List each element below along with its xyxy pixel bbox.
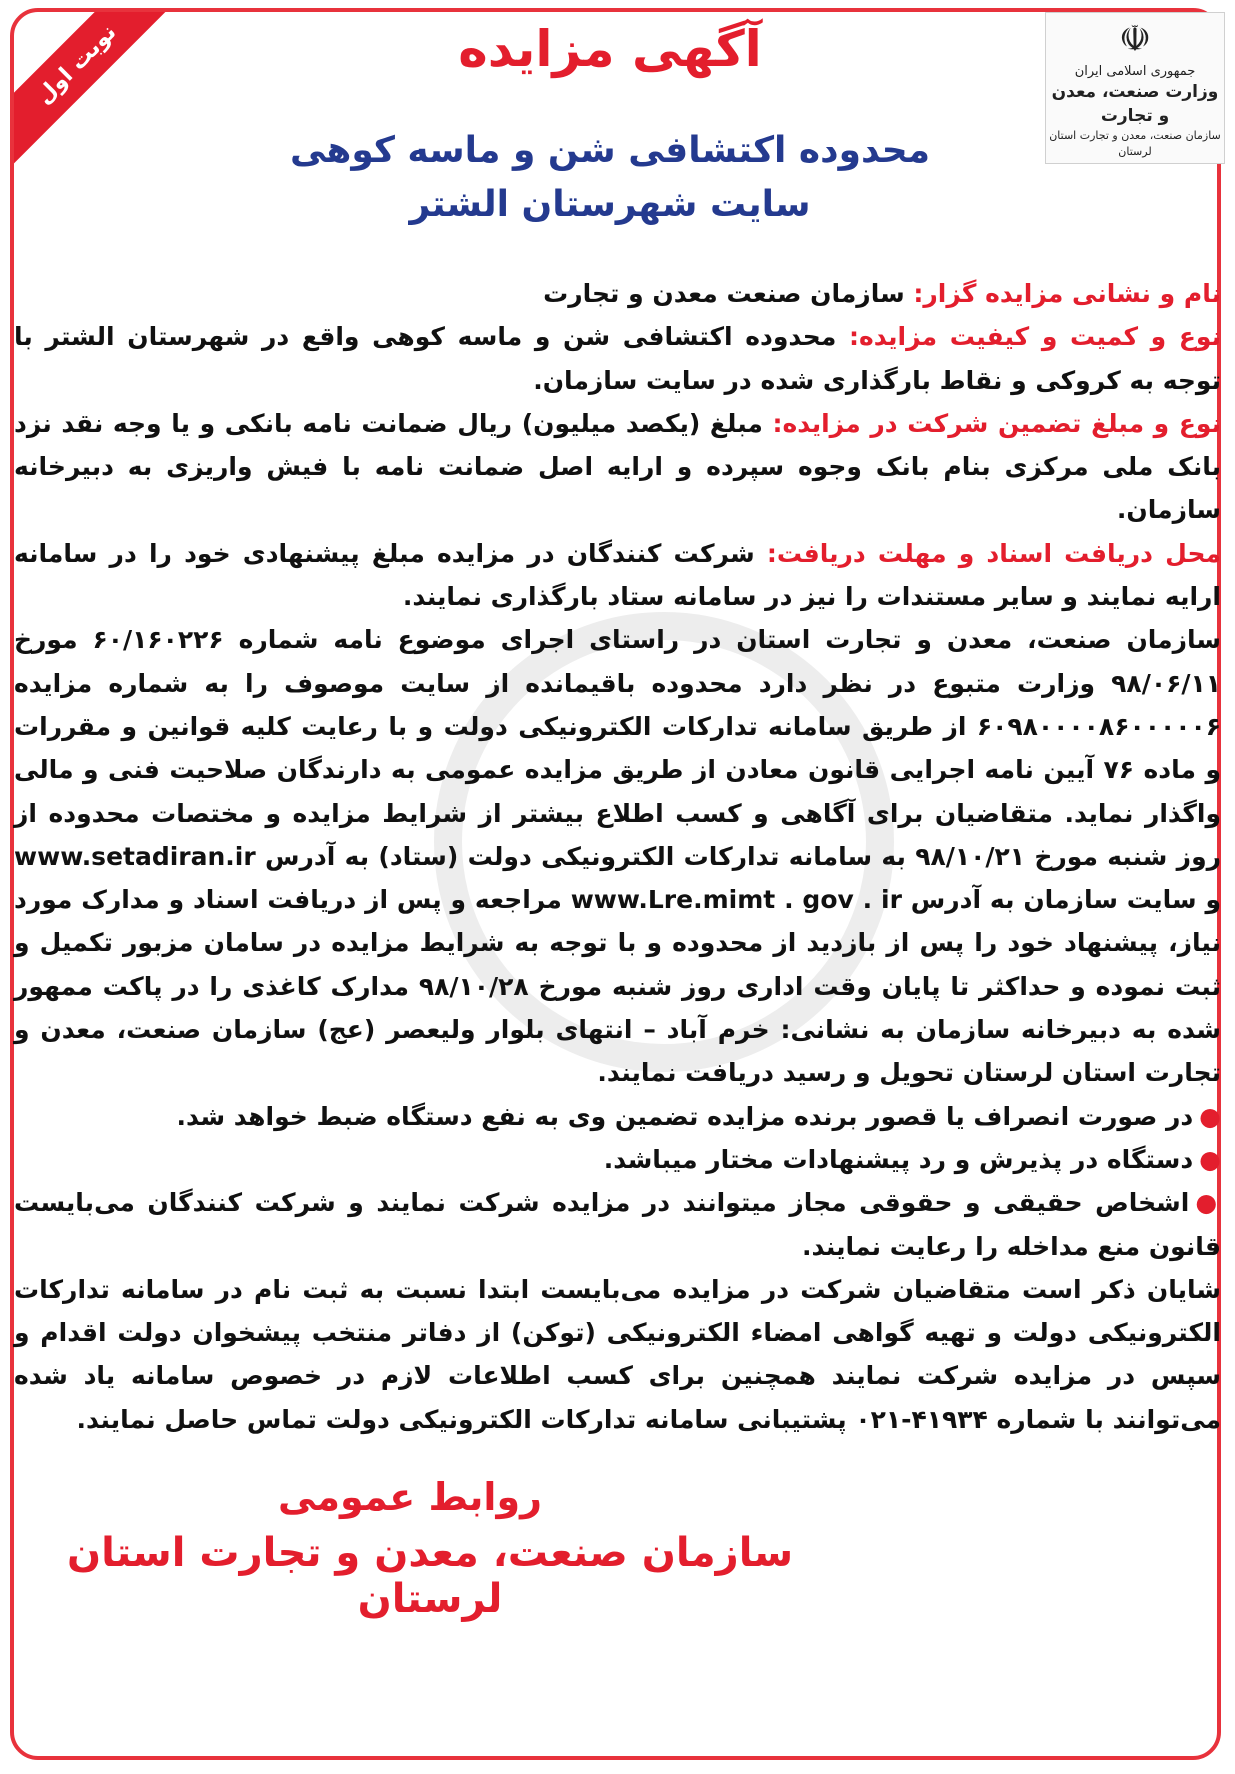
logo-line-3: سازمان صنعت، معدن و تجارت استان لرستان <box>1049 129 1221 158</box>
bullet-item <box>14 1138 1221 1181</box>
ministry-logo <box>1045 12 1225 164</box>
logo-line-2: وزارت صنعت، معدن و تجارت <box>1051 82 1219 126</box>
main-paragraph: سازمان صنعت، معدن و تجارت استان در راستای اجرای موضوع نامه شماره ۶۰/۱۶۰۲۲۶ مورخ ۹۸/۰۶/۱۱ وزارت متبوع در نظر دارد محدوده باقیمانده از سایت موصوف را به شماره مزایده ۶۰۹۸۰۰۰۰۸۶۰۰۰۰۰۶ از طریق سامانه تدارکات الکترونیکی دولت و با رعایت کلیه قوانین و مقررات و ماده ۷۶ آیین نامه اجرایی قانون معادن از طریق مزایده عمومی به دارندگان صلاحیت فنی و مالی واگذار نماید. متقاضیان برای آگاهی و کسب اطلاع بیشتر از شرایط مزایده و مختصات محدوده از روز شنبه مورخ ۹۸/۱۰/۲۱ به سامانه تدارکات الکترونیکی دولت (ستاد) به آدرس www.setadiran.ir و سایت سازمان به آدرس www.Lre.mimt . gov . ir مراجعه و پس از دریافت اسناد و مدارک مورد نیاز، پیشنهاد خود را پس از بازدید از محدوده و با توجه به شرایط مزایده در سامان مزبور تکمیل و ثبت نموده و حداکثر تا پایان وقت اداری روز شنبه مورخ ۹۸/۱۰/۲۸ مدارک کاغذی را در پاکت ممهور شده به دبیرخانه سازمان به نشانی: خرم آباد – انتهای بلوار ولیعصر (عج) سازمان صنعت، معدن و تجارت استان لرستان تحویل و رسید دریافت نمایند. <box>14 625 1222 1088</box>
auctioneer-line <box>14 272 1221 315</box>
bullet-item <box>14 1181 1221 1268</box>
closing-paragraph: شایان ذکر است متقاضیان شرکت در مزایده می‌بایست ابتدا نسبت به ثبت نام در سامانه تدارکات الکترونیکی دولت و تهیه گواهی امضاء الکترونیکی (توکن) از دفاتر منتخب پیشخوان دولت اقدام و سپس در مزایده شرکت نمایند همچنین برای کسب اطلاعات لازم در خصوص سامانه یاد شده می‌توانند با شماره ۴۱۹۳۴-۰۲۱ پشتیبانی سامانه تدارکات الکترونیکی دولت تماس حاصل نمایند. <box>14 1274 1221 1434</box>
documents-label: محل دریافت اسناد و مهلت دریافت: <box>766 538 1221 568</box>
iran-emblem-icon: ☫ <box>1118 19 1152 60</box>
notice-subtitle-2: سایت شهرستان الشتر <box>409 184 811 225</box>
bullet-dot-icon: ● <box>1199 1144 1221 1174</box>
guarantee-label: نوع و مبلغ تضمین شرکت در مزایده: <box>772 408 1221 438</box>
bullet-text: دستگاه در پذیرش و رد پیشنهادات مختار میباشد. <box>603 1144 1194 1174</box>
documents-text: شرکت کنندگان در مزایده مبلغ پیشنهادی خود را در سامانه ارایه نمایند و سایر مستندات را نیز در سامانه ستاد بارگذاری نمایند. <box>14 538 1221 612</box>
organization-signature: سازمان صنعت، معدن و تجارت استان لرستان <box>66 1530 794 1622</box>
bullet-dot-icon: ● <box>1199 1101 1221 1131</box>
public-relations-signature: روابط عمومی <box>278 1475 542 1519</box>
bullet-dot-icon: ● <box>1195 1188 1221 1218</box>
logo-line-1: جمهوری اسلامی ایران <box>1074 64 1196 79</box>
documents-line <box>14 532 1221 619</box>
type-text: محدوده اکتشافی شن و ماسه کوهی واقع در شهرستان الشتر با توجه به کروکی و نقاط بارگذاری شده در سایت سازمان. <box>14 322 1221 395</box>
bullet-text: در صورت انصراف یا قصور برنده مزایده تضمین وی به نفع دستگاه ضبط خواهد شد. <box>176 1101 1194 1131</box>
type-label: نوع و کمیت و کیفیت مزایده: <box>848 322 1221 352</box>
bullet-text: اشخاص حقیقی و حقوقی مجاز میتوانند در مزایده شرکت نمایند و شرکت کنندگان می‌بایست قانون منع مداخله را رعایت نمایند. <box>14 1188 1221 1261</box>
notice-title: آگهی مزایده <box>458 20 762 78</box>
auctioneer-label: نام و نشانی مزایده گزار: <box>913 279 1221 308</box>
type-line <box>14 315 1221 402</box>
guarantee-line <box>14 402 1221 532</box>
bullet-item <box>14 1095 1221 1138</box>
notice-subtitle-1: محدوده اکتشافی شن و ماسه کوهی <box>289 130 931 171</box>
guarantee-text: مبلغ (یکصد میلیون) ریال ضمانت نامه بانکی و یا وجه نقد نزد بانک ملی مرکزی بنام بانک وجوه سپرده و ارایه اصل ضمانت نامه با فیش واریزی به دبیرخانه سازمان. <box>14 408 1221 525</box>
first-run-ribbon: نوبت اول <box>10 8 183 171</box>
auctioneer-text: سازمان صنعت معدن و تجارت <box>543 279 905 308</box>
